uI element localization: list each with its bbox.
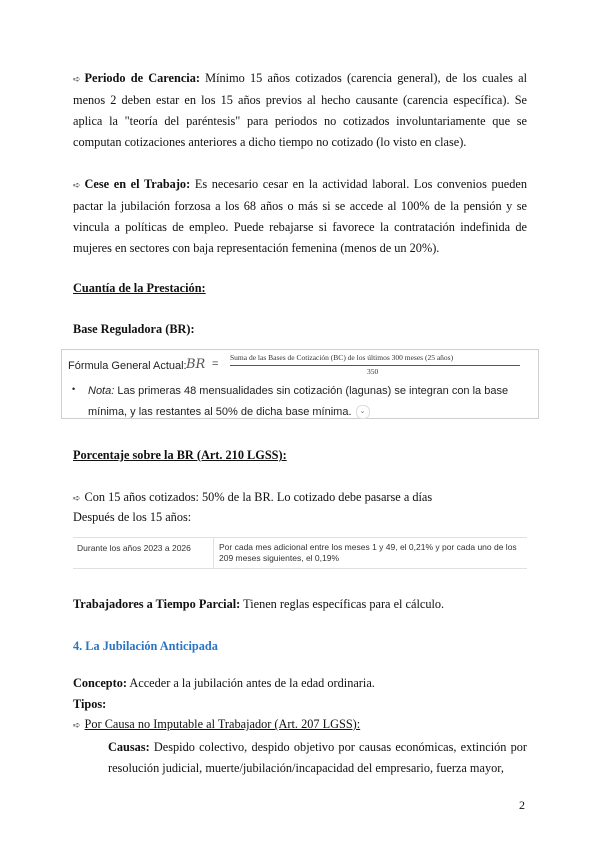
periodo-carencia-label: Periodo de Carencia: [84,71,200,85]
formula-denominator: 350 [367,367,379,376]
despues-line: Después de los 15 años: [73,510,192,524]
arrow-bullet-icon: ➪ [73,74,81,84]
periodo-carencia-text: Mínimo 15 años cotizados (carencia general), de los cuales al menos 2 deben estar en los 15 años previos al hecho causante (carencia específica). Se aplica la "teoría del paréntesis" para periodos no cotizados involuntariamente que se computan cotizaciones anteriores a dicho tiempo no cotizado (lo visto en clase). [73,71,527,149]
chevron-down-icon[interactable]: ⌄ [356,405,370,419]
formula-note [88,381,528,423]
causas-text: Despido colectivo, despido objetivo por causas económicas, extinción por resolución judicial, muerte/jubilación/incapacidad del empresario, fuerza mayor, [108,740,528,775]
formula-symbol: BR [186,357,206,372]
causas-label: Causas: [108,740,150,754]
bullet-dot-icon: • [72,384,76,394]
arrow-bullet-icon: ➪ [73,720,81,730]
concepto-line [73,676,375,691]
fraction-bar [230,365,520,366]
causa-no-imputable-text: Por Causa no Imputable al Trabajador (Art. 207 LGSS): [84,717,361,731]
table-cell-rule: Por cada mes adicional entre los meses 1 y 49, el 0,21% y por cada uno de los 209 meses siguientes, el 0,19% [219,542,517,563]
note-label: Nota: [88,385,115,397]
arrow-bullet-icon: ➪ [73,493,81,503]
formula-numerator: Suma de las Bases de Cotización (BC) de los últimos 300 meses (25 años) [230,353,454,362]
periodo-carencia-paragraph [73,68,527,153]
page-number: 2 [519,798,525,812]
cese-trabajo-label: Cese en el Trabajo: [84,177,191,191]
parcial-text: Tienen reglas específicas para el cálculo. [243,597,445,611]
section-4-heading: 4. La Jubilación Anticipada [73,639,218,653]
cese-trabajo-paragraph [73,174,527,259]
table-divider [213,538,214,568]
percentage-table [73,537,527,569]
formula-box [61,349,539,419]
tipos-label: Tipos: [73,697,107,711]
formula-equals: = [212,358,219,370]
concepto-text: Acceder a la jubilación antes de la edad ordinaria. [129,676,375,690]
formula-label: Fórmula General Actual: [68,360,187,372]
cuantia-heading: Cuantía de la Prestación: [73,281,206,295]
porcentaje-text: Con 15 años cotizados: 50% de la BR. Lo cotizado debe pasarse a días [84,490,433,504]
parcial-line [73,597,444,612]
cese-trabajo-text: Es necesario cesar en la actividad laboral. Los convenios pueden pactar la jubilación forzosa a los 68 años o más si se accede al 100% de la pensión y se vincula a políticas de empleo. Puede rebajarse si favorece la contratación indefinida de mujeres en sectores con baja representación femenina (menos de un 20%). [73,177,527,255]
porcentaje-line [73,490,432,505]
base-reguladora-heading: Base Reguladora (BR): [73,322,195,336]
causa-no-imputable-line [73,717,360,732]
note-text: Las primeras 48 mensualidades sin cotización (lagunas) se integran con la base mínima, y las restantes al 50% de dicha base mínima. [88,385,509,418]
arrow-bullet-icon: ➪ [73,180,81,190]
causas-paragraph [108,737,527,779]
parcial-label: Trabajadores a Tiempo Parcial: [73,597,241,611]
porcentaje-heading: Porcentaje sobre la BR (Art. 210 LGSS): [73,448,287,462]
concepto-label: Concepto: [73,676,127,690]
table-cell-period: Durante los años 2023 a 2026 [77,543,191,553]
